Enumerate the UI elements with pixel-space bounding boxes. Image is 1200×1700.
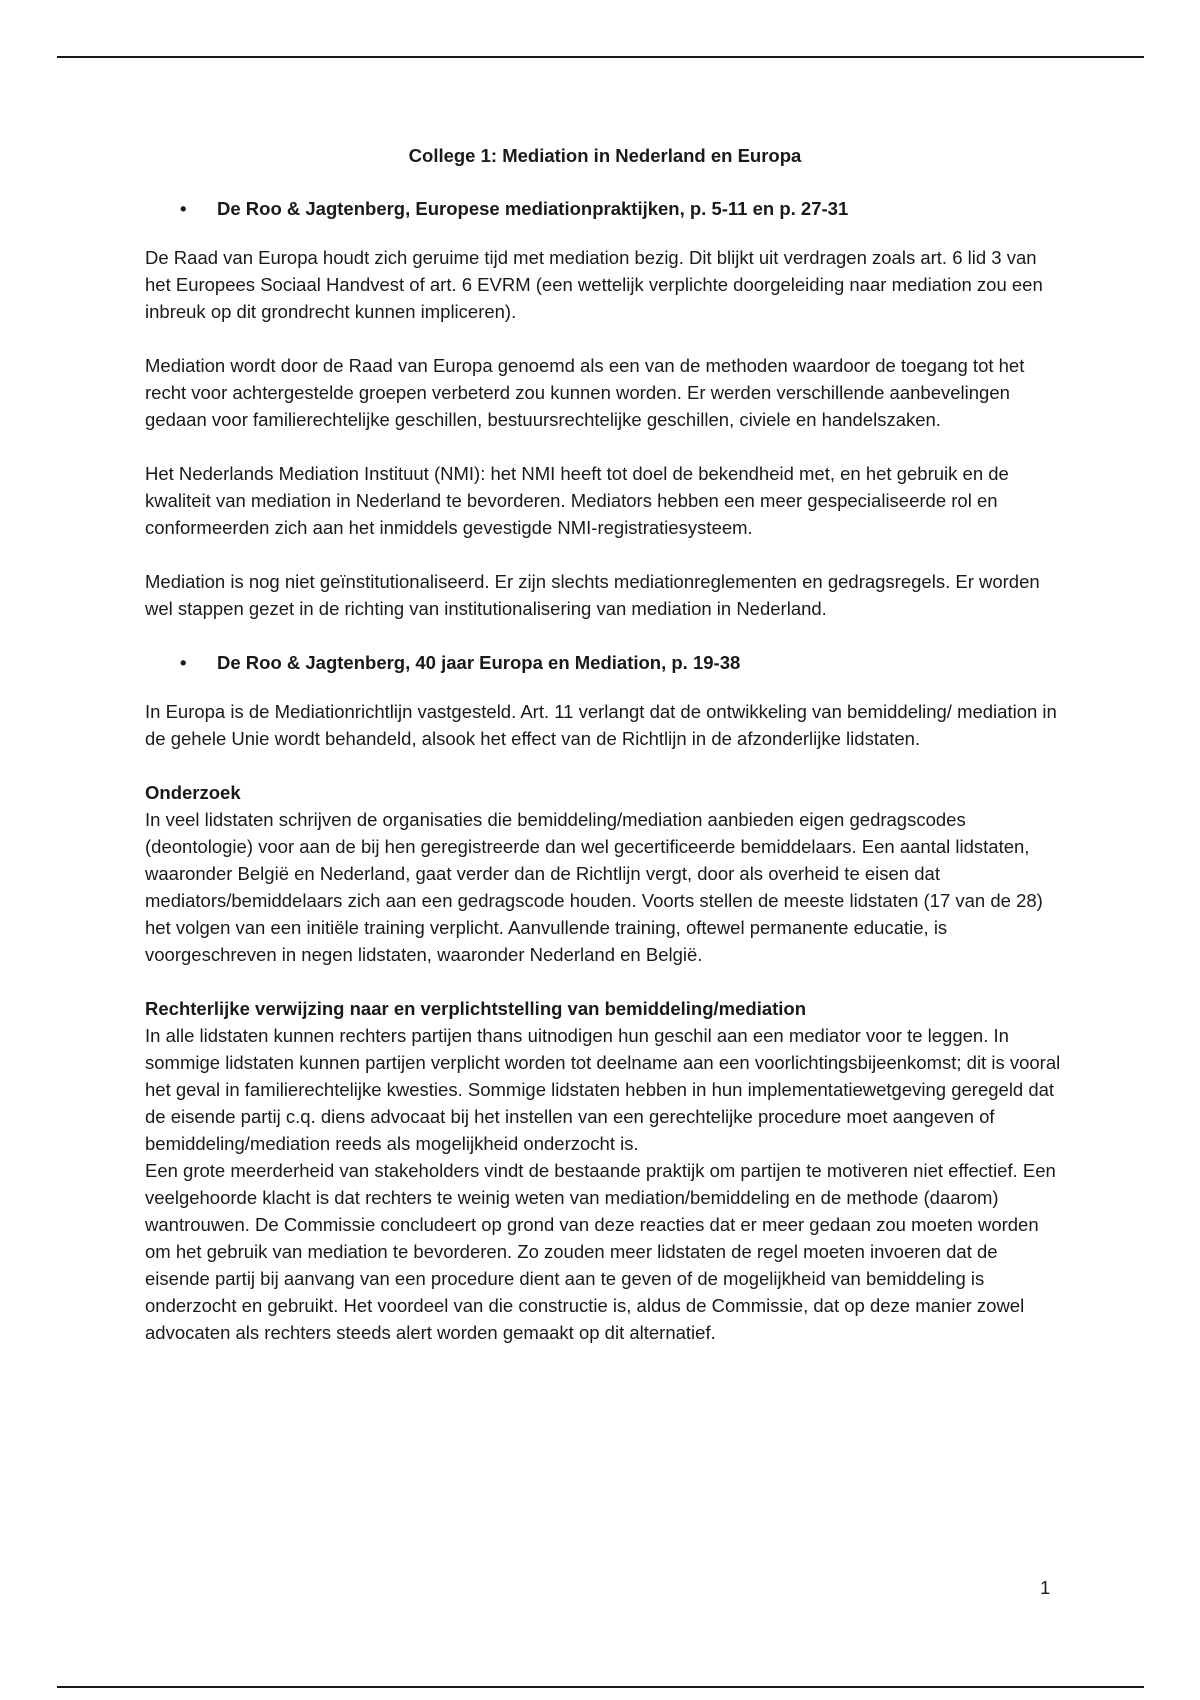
onderzoek-paragraph: In veel lidstaten schrijven de organisaties die bemiddeling/mediation aanbieden eigen gedragscodes (deontologie) voor aan de bij hen geregistreerde dan wel gecertificeerde bemiddelaars. Een aantal lidstaten, waaronder België en Nederland, gaat verder dan de Richtlijn vergt, door als overheid te eisen dat mediators/bemiddelaars zich aan een gedragscode houden. Voorts stellen de meeste lidstaten (17 van de 28) het volgen van een initiële training verplicht. Aanvullende training, oftewel permanente educatie, is voorgeschreven in negen lidstaten, waaronder Nederland en België.	[145, 809, 1043, 965]
section-2-bullet	[145, 649, 1065, 676]
paragraph: De Raad van Europa houdt zich geruime tijd met mediation bezig. Dit blijkt uit verdragen zoals art. 6 lid 3 van het Europees Sociaal Handvest of art. 6 EVRM (een wettelijk verplichte doorgeleiding naar mediation zou een inbreuk op dit grondrecht kunnen impliceren).	[145, 247, 1043, 322]
section-2-heading: De Roo & Jagtenberg, 40 jaar Europa en Mediation, p. 19-38	[217, 652, 741, 673]
verwijzing-heading: Rechterlijke verwijzing naar en verplichtstelling van bemiddeling/mediation	[145, 998, 807, 1019]
paragraph: In Europa is de Mediationrichtlijn vastgesteld. Art. 11 verlangt dat de ontwikkeling van bemiddeling/ mediation in de gehele Unie wordt behandeld, alsook het effect van de Richtlijn in de afzonderlijke lidstaten.	[145, 701, 1057, 749]
section-1-heading: De Roo & Jagtenberg, Europese mediationpraktijken, p. 5-11 en p. 27-31	[217, 198, 849, 219]
page-number: 1	[1040, 1577, 1051, 1598]
document-body	[145, 142, 1065, 1373]
bullet-icon: •	[180, 198, 187, 219]
paragraph: Mediation wordt door de Raad van Europa genoemd als een van de methoden waardoor de toegang tot het recht voor achtergestelde groepen verbeterd zou kunnen worden. Er werden verschillende aanbevelingen gedaan voor familierechtelijke geschillen, bestuursrechtelijke geschillen, civiele en handelszaken.	[145, 355, 1025, 430]
onderzoek-heading: Onderzoek	[145, 782, 241, 803]
document-title: College 1: Mediation in Nederland en Europa	[408, 145, 802, 166]
bullet-icon: •	[180, 652, 187, 673]
paragraph: Mediation is nog niet geïnstitutionaliseerd. Er zijn slechts mediationreglementen en gedragsregels. Er worden wel stappen gezet in de richting van institutionalisering van mediation in Nederland.	[145, 571, 1040, 619]
footer-rule	[57, 1686, 1144, 1688]
paragraph: Het Nederlands Mediation Instituut (NMI): het NMI heeft tot doel de bekendheid met, en het gebruik en de kwaliteit van mediation in Nederland te bevorderen. Mediators hebben een meer gespecialiseerde rol en conformeerden zich aan het inmiddels gevestigde NMI-registratiesysteem.	[145, 463, 1009, 538]
section-1-bullet	[145, 195, 1065, 222]
header-rule	[57, 56, 1144, 58]
verwijzing-paragraph-2: Een grote meerderheid van stakeholders vindt de bestaande praktijk om partijen te motiveren niet effectief. Een veelgehoorde klacht is dat rechters te weinig weten van mediation/bemiddeling en de methode (daarom) wantrouwen. De Commissie concludeert op grond van deze reacties dat er meer gedaan zou moeten worden om het gebruik van mediation te bevorderen. Zo zouden meer lidstaten de regel moeten invoeren dat de eisende partij bij aanvang van een procedure dient aan te geven of de mogelijkheid van bemiddeling is onderzocht en gebruikt. Het voordeel van die constructie is, aldus de Commissie, dat op deze manier zowel advocaten als rechters steeds alert worden gemaakt op dit alternatief.	[145, 1160, 1056, 1343]
verwijzing-paragraph-1: In alle lidstaten kunnen rechters partijen thans uitnodigen hun geschil aan een mediator voor te leggen. In sommige lidstaten kunnen partijen verplicht worden tot deelname aan een voorlichtingsbijeenkomst; dit is vooral het geval in familierechtelijke kwesties. Sommige lidstaten hebben in hun implementatiewetgeving geregeld dat de eisende partij c.q. diens advocaat bij het instellen van een gerechtelijke procedure moet aangeven of bemiddeling/mediation reeds als mogelijkheid onderzocht is.	[145, 1025, 1061, 1154]
